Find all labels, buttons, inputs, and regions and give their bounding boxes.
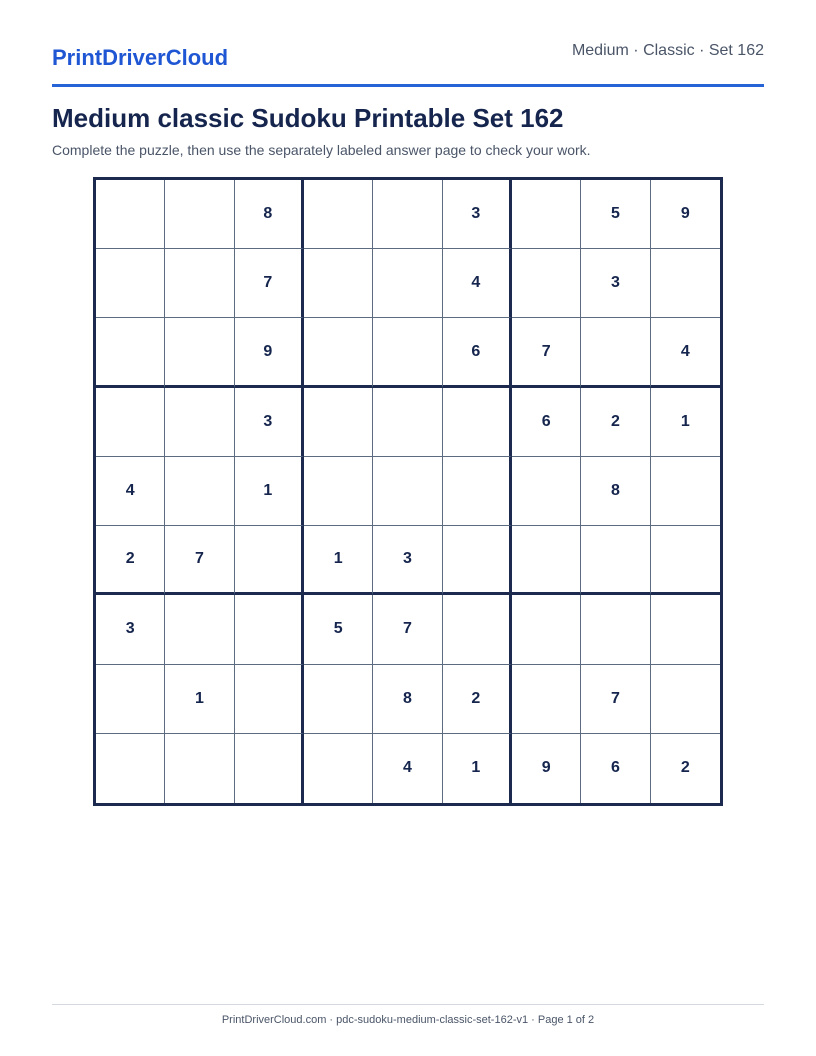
sudoku-cell: 4: [443, 249, 512, 318]
sudoku-cell: [443, 457, 512, 526]
sudoku-grid: [93, 177, 723, 806]
sudoku-cell: [165, 180, 234, 249]
page-title: Medium classic Sudoku Printable Set 162: [52, 103, 564, 133]
sudoku-cell: [304, 249, 373, 318]
sudoku-cell: 6: [581, 734, 650, 803]
sudoku-cell: [165, 249, 234, 318]
sudoku-cell: [581, 318, 650, 387]
sudoku-cell: 1: [165, 665, 234, 734]
sudoku-cell: [373, 457, 442, 526]
sudoku-cell: 7: [165, 526, 234, 595]
brand-logo-text[interactable]: PrintDriverCloud: [52, 45, 229, 70]
sudoku-cell: [235, 665, 304, 734]
sudoku-cell: [304, 180, 373, 249]
sudoku-cell: 9: [235, 318, 304, 387]
sudoku-cell: [165, 318, 234, 387]
sudoku-cell: 3: [235, 388, 304, 457]
sudoku-cell: [96, 180, 165, 249]
sudoku-cell: [165, 734, 234, 803]
sudoku-cell: 3: [443, 180, 512, 249]
sudoku-cell: 5: [581, 180, 650, 249]
sudoku-cell: [304, 665, 373, 734]
sudoku-cell: [651, 249, 720, 318]
sudoku-cell: [581, 595, 650, 664]
sudoku-cell: 4: [373, 734, 442, 803]
sudoku-cell: [235, 526, 304, 595]
sudoku-cell: [512, 665, 581, 734]
sudoku-cell: [96, 665, 165, 734]
sudoku-cell: [512, 526, 581, 595]
sudoku-cell: [651, 526, 720, 595]
sudoku-cell: 6: [512, 388, 581, 457]
sudoku-cell: 1: [651, 388, 720, 457]
sudoku-cell: 1: [235, 457, 304, 526]
sudoku-cell: [512, 457, 581, 526]
sudoku-cell: [373, 249, 442, 318]
sudoku-cell: 8: [235, 180, 304, 249]
sudoku-cell: [373, 180, 442, 249]
sudoku-cell: 9: [512, 734, 581, 803]
sudoku-cell: 1: [304, 526, 373, 595]
sudoku-cell: 2: [680, 759, 690, 777]
sudoku-cell: [165, 457, 234, 526]
sudoku-cell: [373, 318, 442, 387]
sudoku-cell: 7: [373, 595, 442, 664]
sudoku-cell: [304, 388, 373, 457]
sudoku-cell: 1: [443, 734, 512, 803]
sudoku-cell: [651, 595, 720, 664]
sudoku-cell: [96, 734, 165, 803]
sudoku-cell: [512, 180, 581, 249]
sudoku-cell: [304, 734, 373, 803]
sudoku-cell: 9: [651, 180, 720, 249]
sudoku-cell: [304, 318, 373, 387]
sudoku-cell: [96, 318, 165, 387]
sudoku-cell: [651, 457, 720, 526]
sudoku-cell: 7: [581, 665, 650, 734]
sudoku-cell: [581, 526, 650, 595]
sudoku-cell: 4: [651, 318, 720, 387]
sudoku-cell: 3: [581, 249, 650, 318]
sudoku-cell: 5: [304, 595, 373, 664]
sudoku-cell: 4: [96, 457, 165, 526]
sudoku-cell: [443, 595, 512, 664]
sudoku-cell: 7: [512, 318, 581, 387]
page-header: [52, 36, 764, 87]
sudoku-cell: [512, 249, 581, 318]
sudoku-cell: 3: [373, 526, 442, 595]
sudoku-cell: 8: [581, 457, 650, 526]
sudoku-cell: [235, 734, 304, 803]
sudoku-cell: [373, 388, 442, 457]
sudoku-cell: 3: [96, 595, 165, 664]
page-footer: PrintDriverCloud.com · pdc-sudoku-medium-classic-set-162-v1 · Page 1 of 2: [52, 1004, 764, 1026]
puzzle-meta: Medium · Classic · Set 162: [571, 42, 764, 59]
page-subtitle: Complete the puzzle, then use the separately labeled answer page to check your work.: [52, 142, 591, 158]
sudoku-cell: 2: [581, 388, 650, 457]
sudoku-cell: [235, 595, 304, 664]
sudoku-cell: 8: [373, 665, 442, 734]
sudoku-cell: [651, 665, 720, 734]
sudoku-cell: [443, 388, 512, 457]
sudoku-cell: [96, 388, 165, 457]
sudoku-cell: 7: [235, 249, 304, 318]
sudoku-cell: [512, 595, 581, 664]
sudoku-cell: [165, 595, 234, 664]
sudoku-cell: [443, 526, 512, 595]
sudoku-cell: 2: [96, 526, 165, 595]
sudoku-cell: 2: [443, 665, 512, 734]
sudoku-cell: 6: [443, 318, 512, 387]
sudoku-cell: [165, 388, 234, 457]
sudoku-cell: [304, 457, 373, 526]
sudoku-cell: [96, 249, 165, 318]
